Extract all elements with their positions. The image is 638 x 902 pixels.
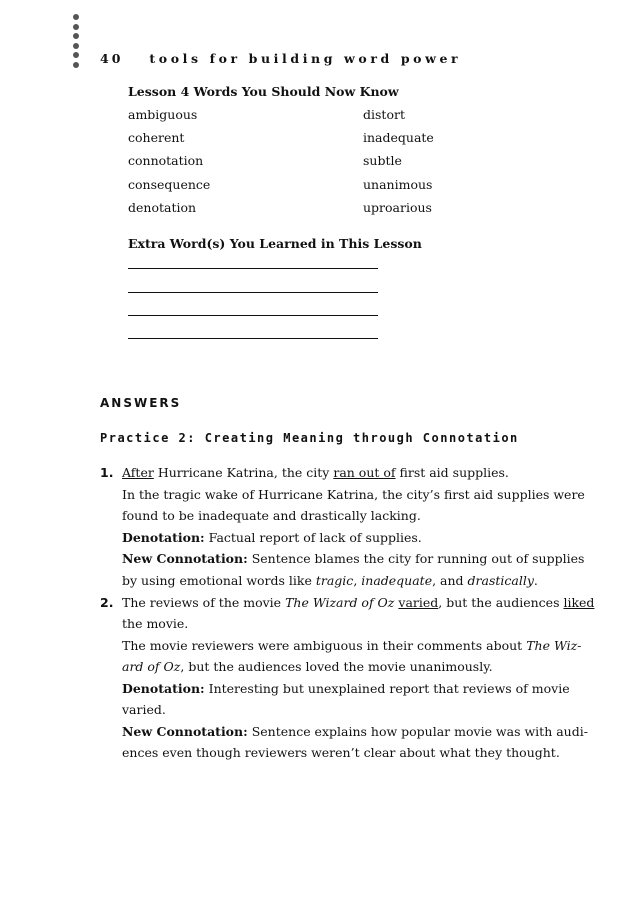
lesson-words-title: Lesson 4 Words You Should Now Know xyxy=(128,84,399,99)
denotation-line xyxy=(122,681,570,696)
connotation-text: . xyxy=(533,573,538,588)
denotation-line xyxy=(122,530,422,545)
connotation-line xyxy=(122,573,538,588)
connotation-text: , and xyxy=(432,573,468,588)
connotation-text: Sentence blames the city for running out of supplies xyxy=(247,551,585,566)
extra-word-blank-line xyxy=(128,292,378,293)
word-list-item: ambiguous xyxy=(128,107,198,122)
denotation-text: Interesting but unexplained report that reviews of movie xyxy=(204,681,570,696)
rewrite-line xyxy=(122,638,581,653)
original-sentence-cont: the movie. xyxy=(122,616,189,631)
decorative-dot-column xyxy=(73,14,81,71)
connotation-text: by using emotional words like xyxy=(122,573,316,588)
connotation-text: , xyxy=(353,573,362,588)
extra-word-blank-line xyxy=(128,268,378,269)
answer-number: 1. xyxy=(100,465,114,480)
connotation-line: ences even though reviewers weren’t clear about what they thought. xyxy=(122,745,560,760)
underlined-word: After xyxy=(122,465,154,480)
page-number: 40 xyxy=(100,51,124,66)
connotation-line xyxy=(122,551,584,566)
rewrite-text: The movie reviewers were ambiguous in their comments about xyxy=(122,638,527,653)
italic-word: drastically xyxy=(467,573,534,588)
word-list-item: distort xyxy=(363,107,405,122)
connotation-text: Sentence explains how popular movie was with audi- xyxy=(247,724,588,739)
word-list-item: connotation xyxy=(128,153,204,168)
denotation-label: Denotation: xyxy=(122,681,205,696)
running-header xyxy=(100,51,461,66)
practice-title: Practice 2: Creating Meaning through Connotation xyxy=(100,431,519,445)
extra-words-title: Extra Word(s) You Learned in This Lesson xyxy=(128,236,422,251)
word-list-item: subtle xyxy=(363,153,402,168)
dot-ornament xyxy=(73,24,79,30)
rewrite-line xyxy=(122,659,493,674)
italic-word: inadequate xyxy=(361,573,433,588)
sentence-text: , but the audiences xyxy=(438,595,564,610)
italic-title: The Wiz- xyxy=(526,638,582,653)
original-sentence xyxy=(122,465,509,480)
word-list-item: uproarious xyxy=(363,200,432,215)
word-list-item: unanimous xyxy=(363,177,433,192)
underlined-phrase: ran out of xyxy=(333,465,396,480)
sentence-text: The reviews of the movie xyxy=(122,595,286,610)
dot-ornament xyxy=(73,43,79,49)
dot-ornament xyxy=(73,62,79,68)
dot-ornament xyxy=(73,14,79,20)
rewrite-text: , but the audiences loved the movie unanimously. xyxy=(180,659,493,674)
denotation-text: Factual report of lack of supplies. xyxy=(204,530,422,545)
denotation-line: varied. xyxy=(122,702,166,717)
underlined-word: varied xyxy=(398,595,439,610)
word-list-item: denotation xyxy=(128,200,197,215)
underlined-word: liked xyxy=(563,595,595,610)
connotation-label: New Connotation: xyxy=(122,551,248,566)
italic-title: The Wizard of Oz xyxy=(285,595,395,610)
original-sentence xyxy=(122,595,594,610)
answers-heading: ANSWERS xyxy=(100,396,182,410)
dot-ornament xyxy=(73,52,79,58)
dot-ornament xyxy=(73,33,79,39)
connotation-label: New Connotation: xyxy=(122,724,248,739)
sentence-text: first aid supplies. xyxy=(395,465,509,480)
sentence-text: Hurricane Katrina, the city xyxy=(153,465,334,480)
running-title: tools for building word power xyxy=(149,51,462,66)
word-list-item: consequence xyxy=(128,177,211,192)
rewrite-line: In the tragic wake of Hurricane Katrina, the city’s first aid supplies were xyxy=(122,487,585,502)
extra-word-blank-line xyxy=(128,338,378,339)
italic-title: ard of Oz xyxy=(122,659,181,674)
answer-number: 2. xyxy=(100,595,114,610)
rewrite-line: found to be inadequate and drastically lacking. xyxy=(122,508,421,523)
extra-word-blank-line xyxy=(128,315,378,316)
connotation-line xyxy=(122,724,588,739)
denotation-label: Denotation: xyxy=(122,530,205,545)
word-list-item: coherent xyxy=(128,130,185,145)
italic-word: tragic xyxy=(315,573,354,588)
word-list-item: inadequate xyxy=(363,130,434,145)
